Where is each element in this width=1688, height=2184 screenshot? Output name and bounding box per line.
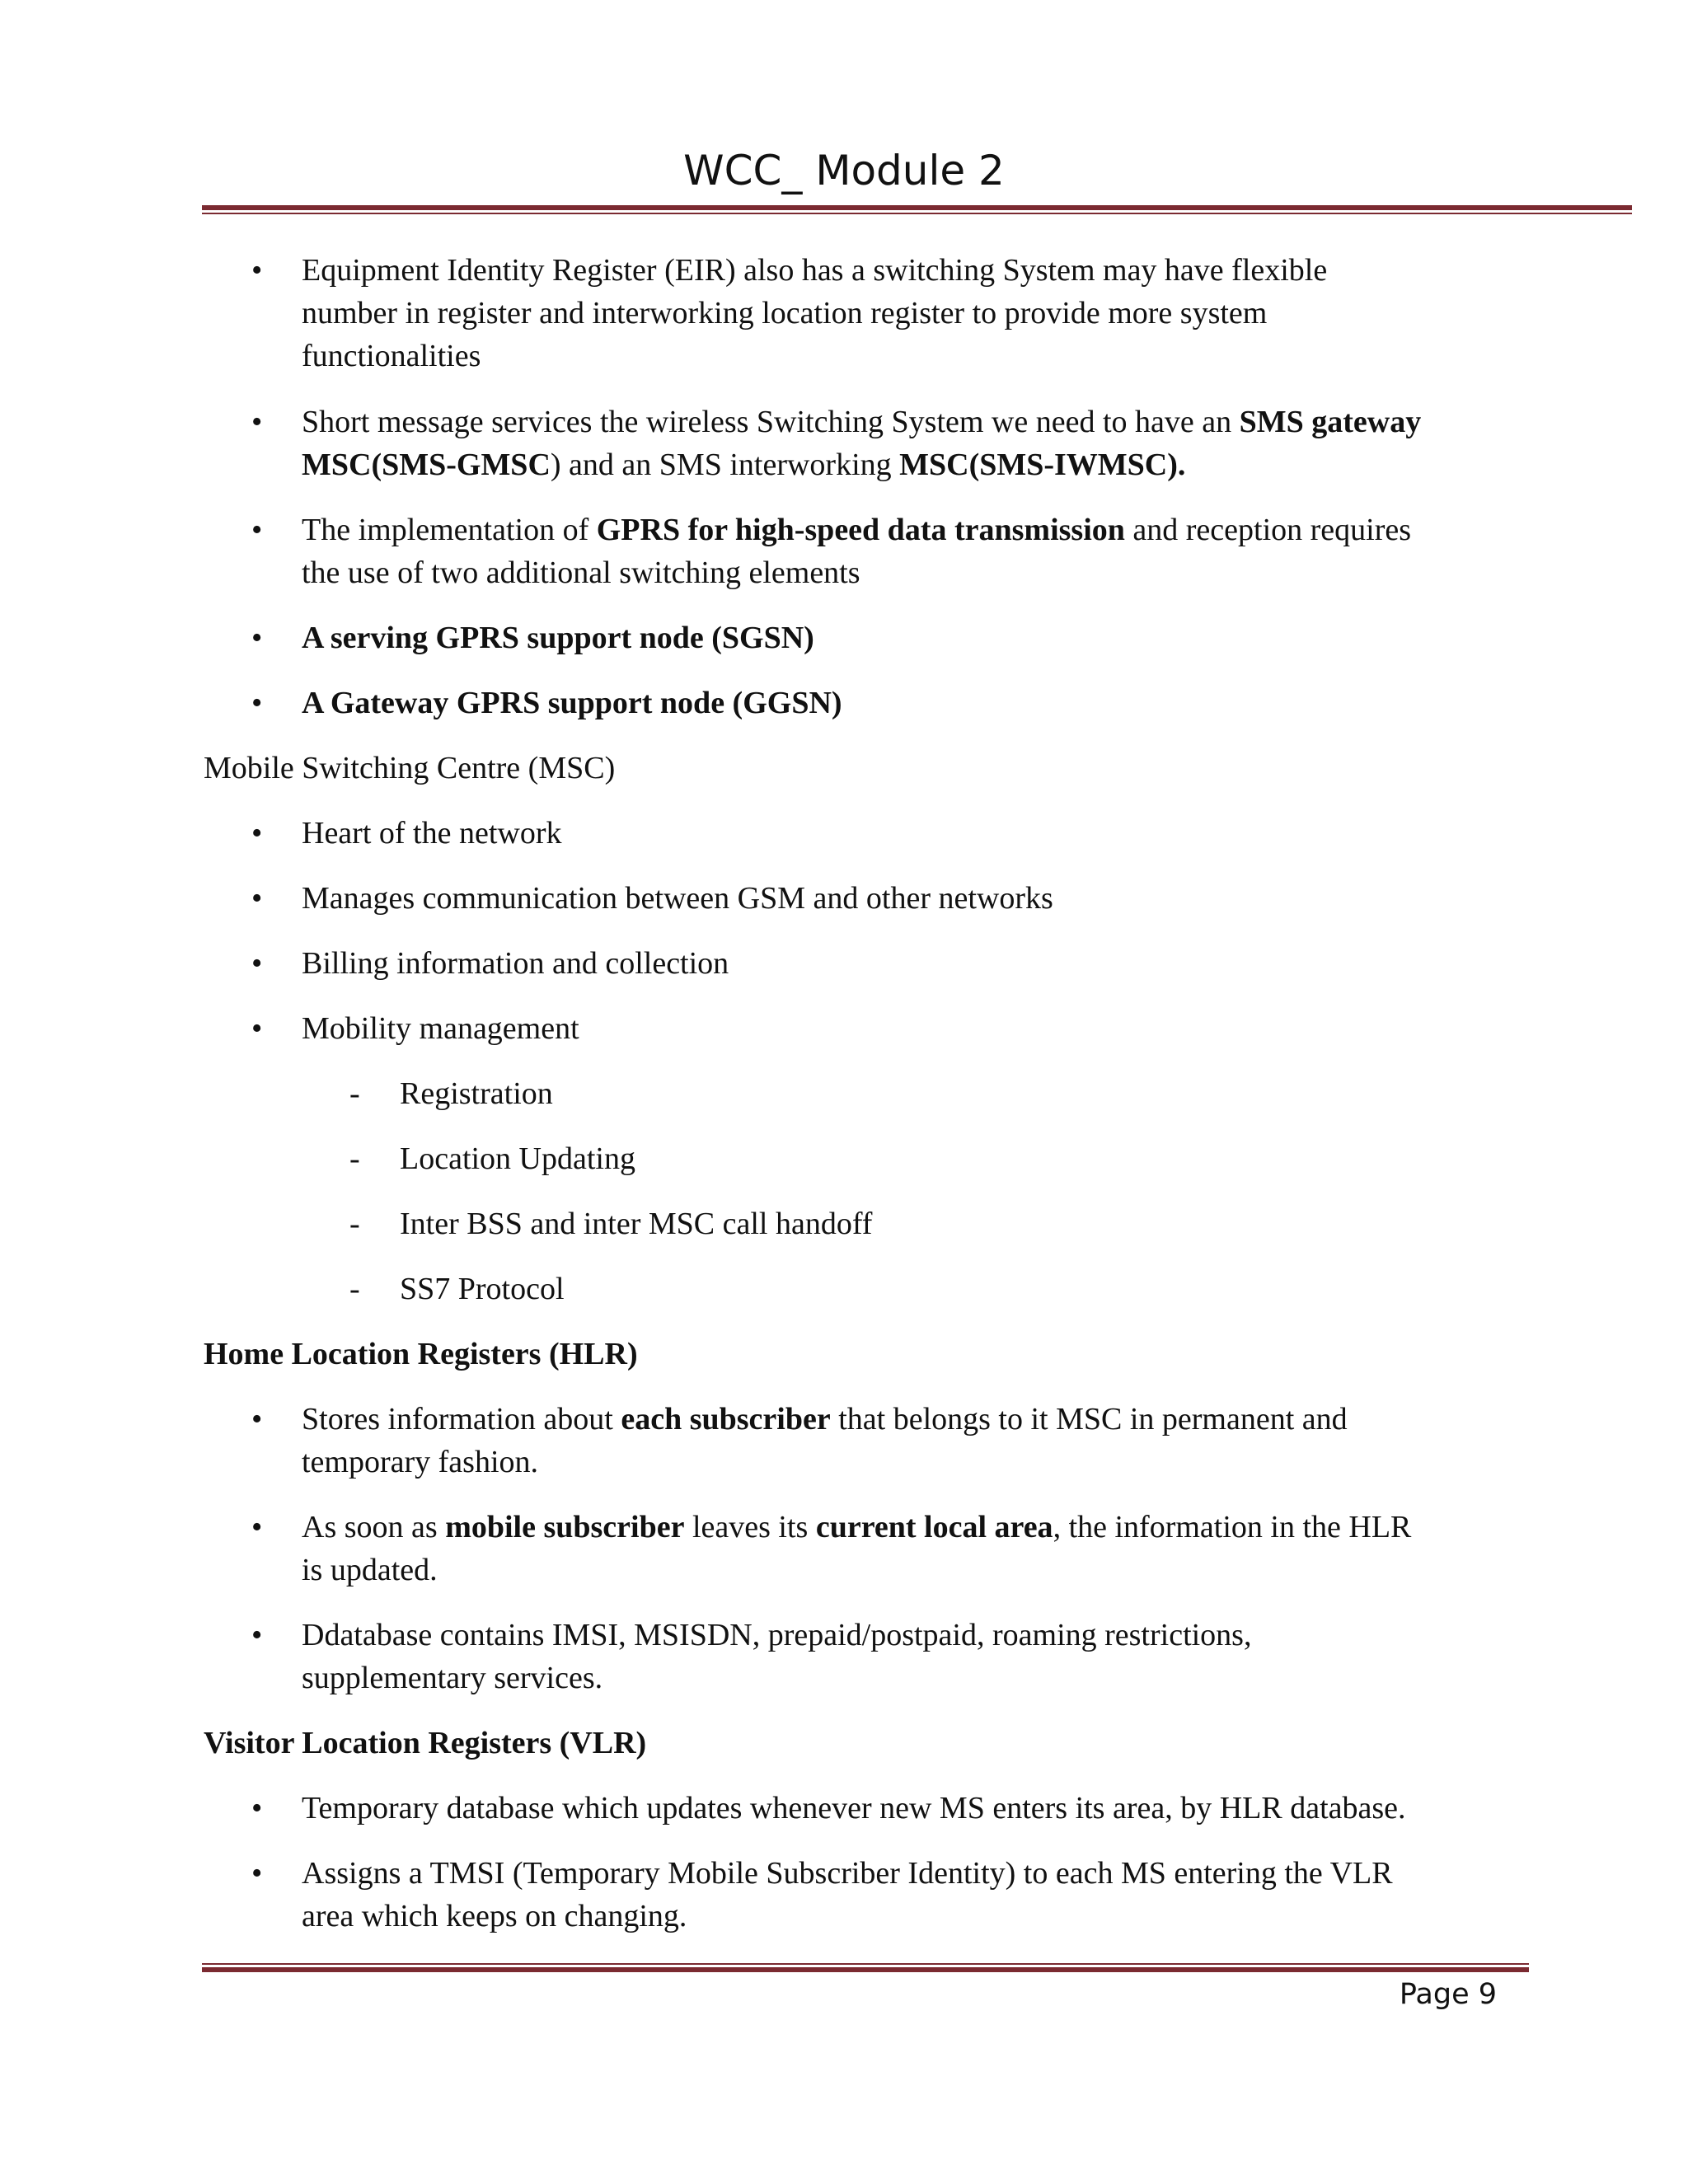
- bullet-marker: •: [251, 1618, 263, 1652]
- sms-line-1: [302, 401, 1421, 444]
- hlr-item1-line2: temporary fashion.: [302, 1445, 539, 1479]
- footer-rule-thin: [202, 1963, 1529, 1965]
- bullet-marker: •: [251, 946, 263, 981]
- gprs-text: and reception requires: [1124, 513, 1412, 547]
- page-number: Page 9: [1399, 1978, 1497, 2011]
- dash-marker: -: [349, 1141, 360, 1176]
- ggsn-line: A Gateway GPRS support node (GGSN): [302, 686, 842, 720]
- hlr-text: As soon as: [302, 1510, 446, 1544]
- header-rule-thick: [202, 205, 1632, 210]
- dash-marker: -: [349, 1207, 360, 1241]
- bullet-marker: •: [251, 1791, 263, 1825]
- vlr-item2-line1: Assigns a TMSI (Temporary Mobile Subscriber Identity) to each MS entering the VLR: [302, 1856, 1393, 1891]
- hlr-item3-line1: Ddatabase contains IMSI, MSISDN, prepaid/postpaid, roaming restrictions,: [302, 1618, 1252, 1652]
- eir-line-2: number in register and interworking location register to provide more system: [302, 296, 1268, 330]
- gprs-line-2: the use of two additional switching elements: [302, 555, 860, 590]
- bullet-marker: •: [251, 621, 263, 655]
- hlr-bold: current local area: [815, 1510, 1053, 1544]
- hlr-text: , the information in the HLR: [1053, 1510, 1412, 1544]
- dash-marker: -: [349, 1272, 360, 1306]
- bullet-marker: •: [251, 1510, 263, 1544]
- bullet-marker: •: [251, 253, 263, 288]
- sms-iwmsc-bold: MSC(SMS-IWMSC).: [899, 448, 1186, 482]
- footer-rule-thick: [202, 1967, 1529, 1972]
- bullet-marker: •: [251, 1402, 263, 1436]
- header-rule-thin: [202, 213, 1632, 214]
- hlr-text: that belongs to it MSC in permanent and: [830, 1402, 1348, 1436]
- bullet-marker: •: [251, 513, 263, 547]
- page-header-title: WCC_ Module 2: [683, 147, 1005, 194]
- msc-item: Mobility management: [302, 1011, 579, 1046]
- bullet-marker: •: [251, 881, 263, 916]
- sms-text: ) and an SMS interworking: [550, 448, 900, 482]
- dash-marker: -: [349, 1076, 360, 1111]
- msc-item: Manages communication between GSM and other networks: [302, 881, 1053, 916]
- msc-item: Heart of the network: [302, 816, 562, 851]
- hlr-text: leaves its: [684, 1510, 816, 1544]
- hlr-bold: mobile subscriber: [445, 1510, 685, 1544]
- hlr-heading: Home Location Registers (HLR): [204, 1337, 638, 1371]
- bullet-marker: •: [251, 405, 263, 439]
- sms-text: Short message services the wireless Switching System we need to have an: [302, 405, 1240, 439]
- hlr-item3-line2: supplementary services.: [302, 1661, 603, 1695]
- bullet-marker: •: [251, 1856, 263, 1891]
- msc-heading: Mobile Switching Centre (MSC): [204, 751, 616, 785]
- hlr-text: Stores information about: [302, 1402, 621, 1436]
- sgsn-line: A serving GPRS support node (SGSN): [302, 621, 814, 655]
- msc-subitem: Inter BSS and inter MSC call handoff: [400, 1207, 873, 1241]
- hlr-item2-line2: is updated.: [302, 1553, 438, 1587]
- vlr-item2-line2: area which keeps on changing.: [302, 1899, 687, 1933]
- msc-subitem: SS7 Protocol: [400, 1272, 565, 1306]
- sms-gateway-bold: SMS gateway: [1239, 405, 1422, 439]
- gprs-bold: GPRS for high-speed data transmission: [596, 513, 1125, 547]
- gprs-line-1: [302, 509, 1411, 552]
- bullet-marker: •: [251, 686, 263, 720]
- sms-gmsc-bold: MSC(SMS-GMSC: [302, 448, 551, 482]
- vlr-heading: Visitor Location Registers (VLR): [204, 1726, 647, 1760]
- vlr-item1: Temporary database which updates whenever new MS enters its area, by HLR database.: [302, 1791, 1406, 1825]
- hlr-item1-line1: [302, 1398, 1348, 1441]
- msc-item: Billing information and collection: [302, 946, 729, 981]
- bullet-marker: •: [251, 816, 263, 851]
- hlr-bold: each subscriber: [621, 1402, 831, 1436]
- eir-line-1: Equipment Identity Register (EIR) also has a switching System may have flexible: [302, 253, 1328, 288]
- eir-line-3: functionalities: [302, 339, 481, 373]
- gprs-text: The implementation of: [302, 513, 597, 547]
- bullet-marker: •: [251, 1011, 263, 1046]
- hlr-item2-line1: [302, 1506, 1411, 1549]
- msc-subitem: Location Updating: [400, 1141, 635, 1176]
- msc-subitem: Registration: [400, 1076, 553, 1111]
- sms-line-2: [302, 443, 1185, 487]
